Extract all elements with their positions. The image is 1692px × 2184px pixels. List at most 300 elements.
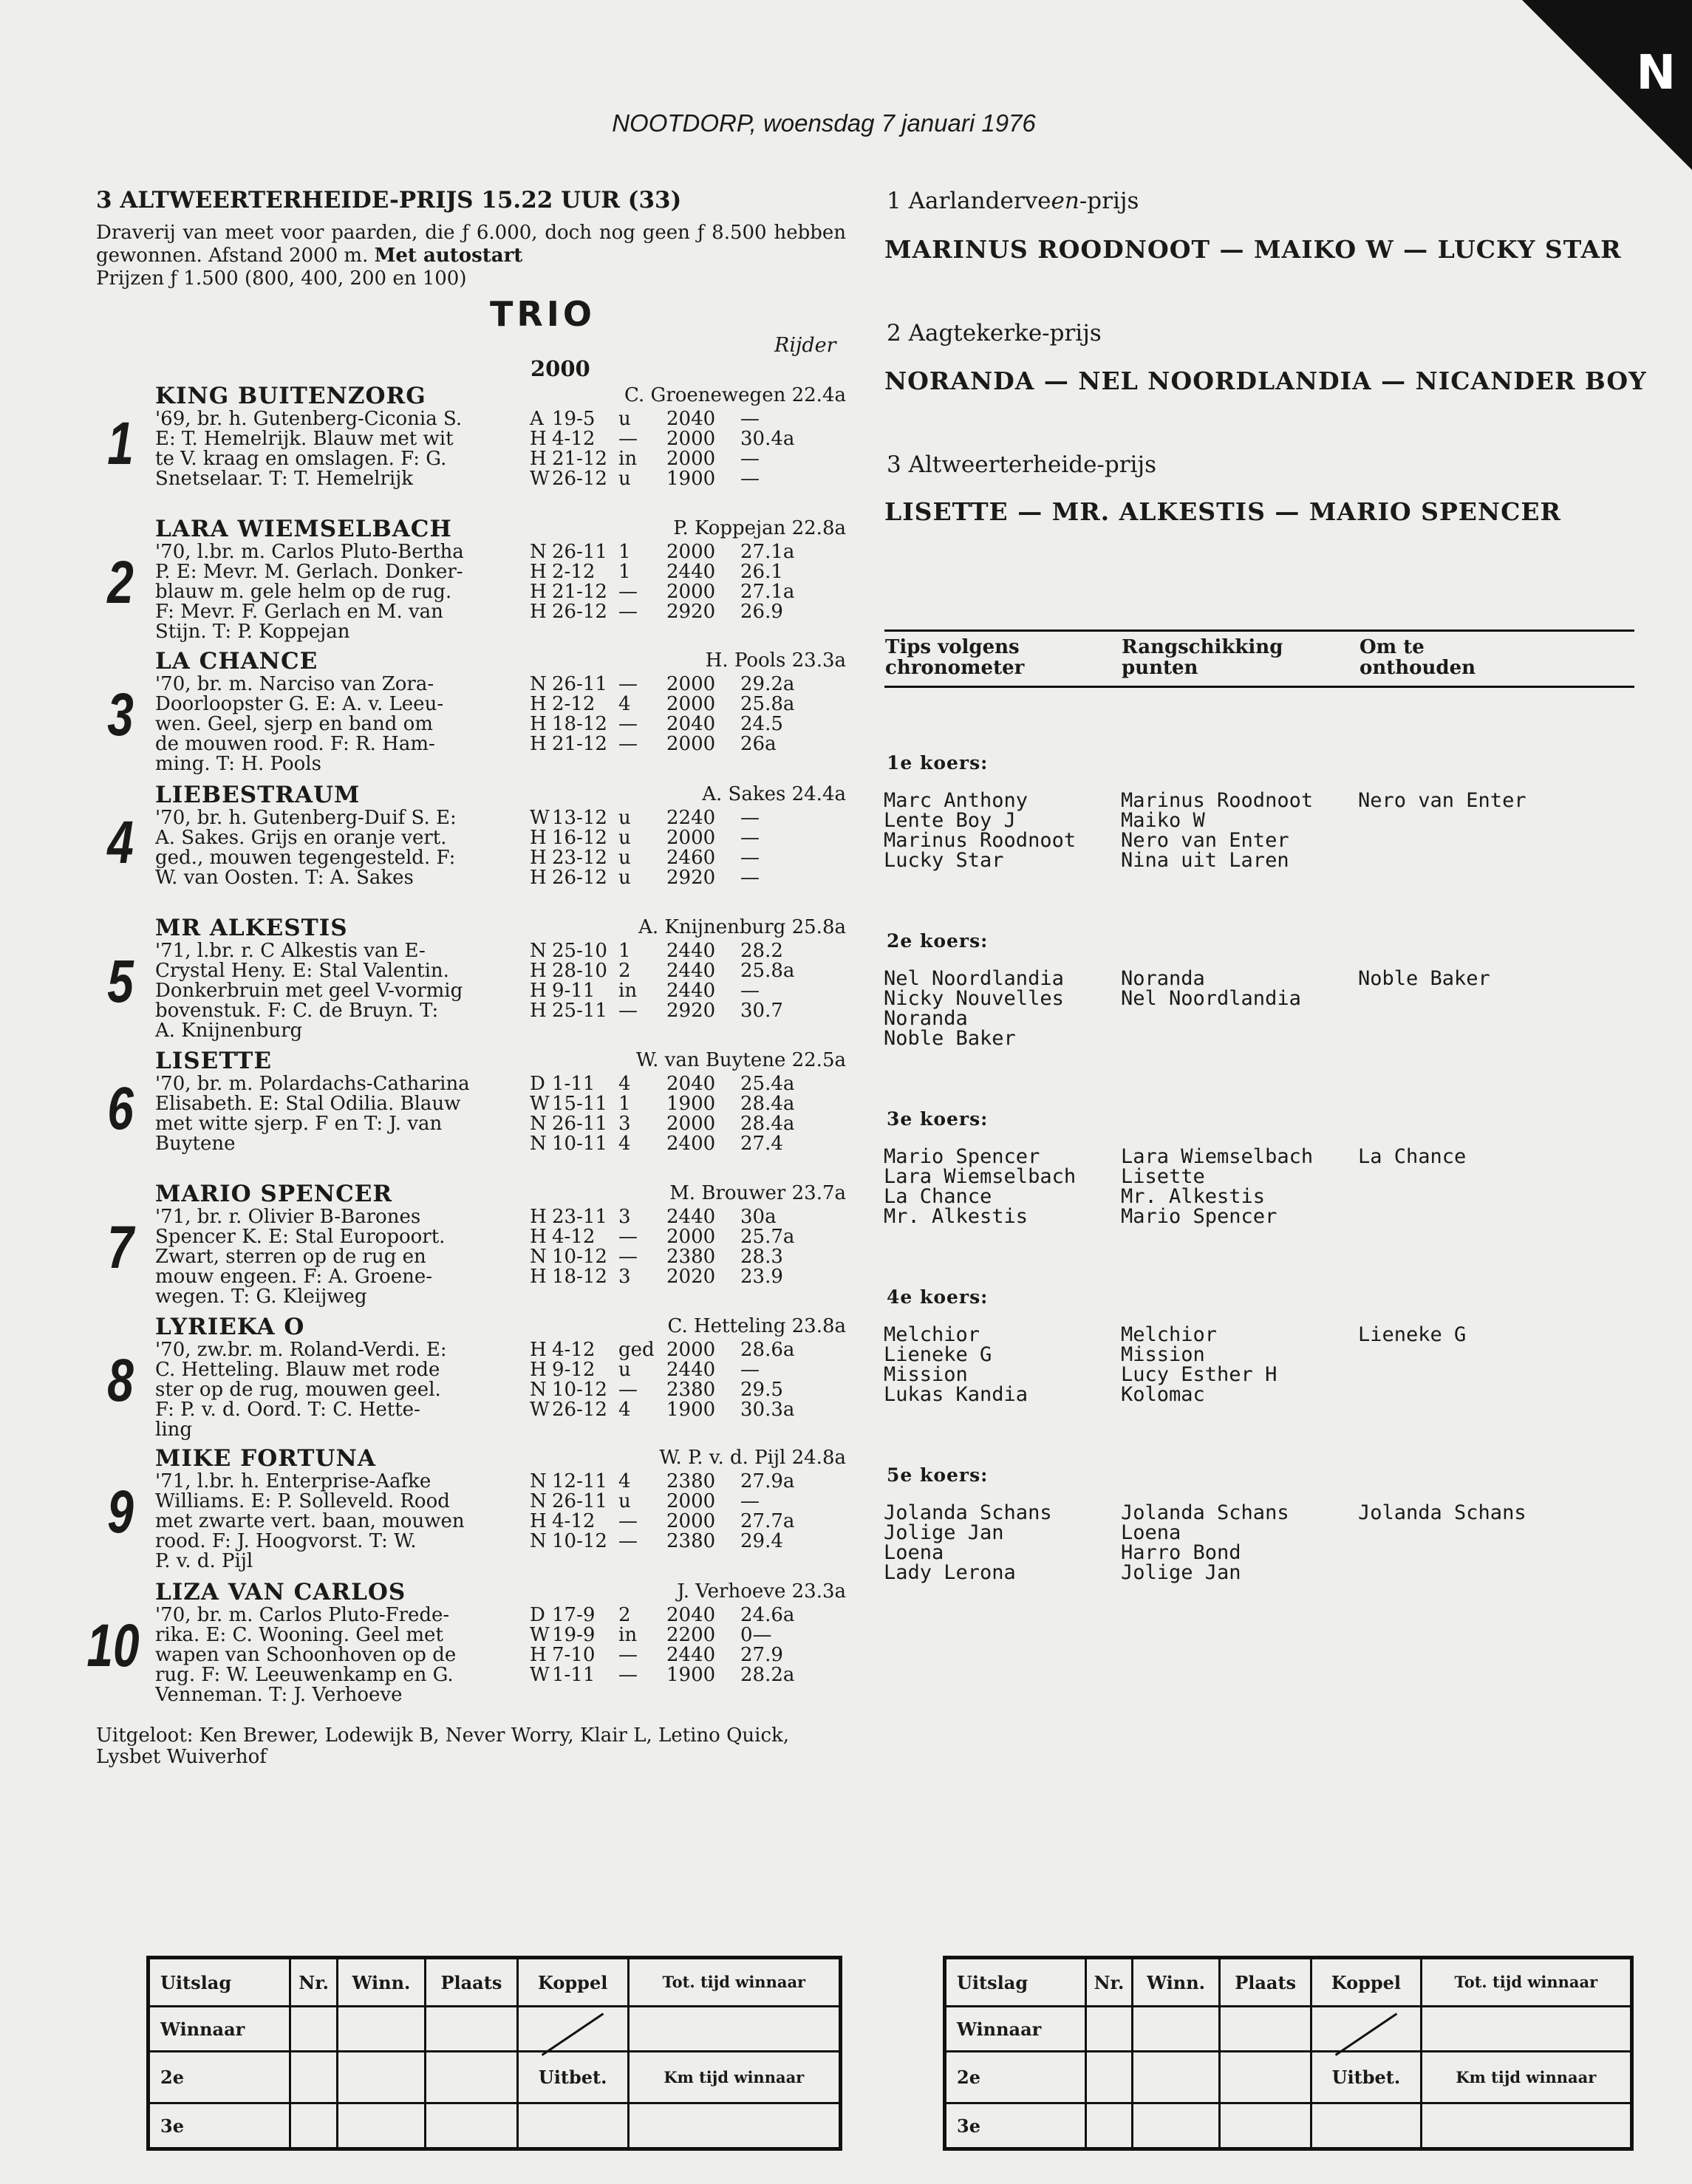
form-line bbox=[530, 961, 807, 981]
form-cell: 25-10 bbox=[552, 940, 607, 962]
3e-plaats-cell[interactable] bbox=[1220, 2103, 1311, 2149]
description-line: te V. kraag en omslagen. F: G. bbox=[155, 449, 447, 469]
description-line: E: T. Hemelrijk. Blauw met wit bbox=[155, 429, 454, 449]
form-cell: 2440 bbox=[666, 960, 716, 982]
tip-name: Lieneke G bbox=[884, 1343, 992, 1366]
form-cell: 23-12 bbox=[552, 847, 607, 869]
form-cell: H bbox=[530, 1266, 547, 1288]
description-line: '70, br. m. Polardachs-Catharina bbox=[155, 1074, 470, 1094]
form-cell: in bbox=[618, 980, 638, 1002]
form-cell: H bbox=[530, 1000, 547, 1022]
pick-result-1: MARINUS ROODNOOT — MAIKO W — LUCKY STAR bbox=[884, 235, 1622, 264]
form-line bbox=[530, 1340, 807, 1360]
form-cell: H bbox=[530, 980, 547, 1002]
tip-name: Jolanda Schans bbox=[884, 1501, 1052, 1524]
form-cell: ged bbox=[618, 1339, 655, 1361]
form-line bbox=[530, 1625, 807, 1645]
tip-name: Nel Noordlandia bbox=[884, 967, 1064, 990]
form-line bbox=[530, 808, 807, 828]
3e-winn-cell[interactable] bbox=[337, 2103, 425, 2149]
form-cell: 19-9 bbox=[552, 1624, 596, 1646]
form-cell: 27.4 bbox=[740, 1133, 783, 1155]
post-number: 9 bbox=[107, 1478, 134, 1546]
3e-uitbet-cell[interactable] bbox=[517, 2103, 628, 2149]
2e-nr-cell[interactable] bbox=[1085, 2052, 1132, 2103]
winnaar-tijd-cell[interactable] bbox=[1421, 2007, 1631, 2052]
tip-name: Jolanda Schans bbox=[1121, 1501, 1289, 1524]
race-desc-text: Draverij van meet voor paarden, die ƒ 6.000, doch nog geen ƒ 8.500 hebben gewonnen. Afstand 2000 m. bbox=[96, 222, 846, 267]
row-winnaar: Winnaar bbox=[945, 2007, 1086, 2052]
description-line: Buytene bbox=[155, 1134, 236, 1154]
form-cell: 18-12 bbox=[552, 713, 607, 735]
form-cell: 2040 bbox=[666, 713, 716, 735]
description-line: F: P. v. d. Oord. T: C. Hette- bbox=[155, 1400, 420, 1420]
3e-nr-cell[interactable] bbox=[1085, 2103, 1132, 2149]
form-cell: 2000 bbox=[666, 827, 716, 849]
form-cell: 24.6a bbox=[740, 1604, 795, 1626]
description-line: rood. F: J. Hoogvorst. T: W. bbox=[155, 1532, 417, 1552]
form-cell: 4-12 bbox=[552, 1226, 596, 1248]
horse-name: LARA WIEMSELBACH bbox=[155, 516, 452, 542]
race-heading: 3 ALTWEERTERHEIDE-PRIJS 15.22 UUR (33) bbox=[96, 187, 682, 214]
form-cell: H bbox=[530, 561, 547, 583]
form-cell: 1 bbox=[618, 541, 631, 563]
form-cell: 1 bbox=[618, 1093, 631, 1115]
form-cell: H bbox=[530, 827, 547, 849]
form-line bbox=[530, 848, 807, 868]
2e-plaats-cell[interactable] bbox=[425, 2052, 517, 2103]
form-cell: — bbox=[618, 733, 638, 755]
form-cell: 10-11 bbox=[552, 1133, 607, 1155]
koers-column bbox=[1121, 1147, 1313, 1226]
description-line: '70, br. m. Narciso van Zora- bbox=[155, 675, 434, 695]
koers-column bbox=[1358, 1325, 1466, 1345]
form-cell: u bbox=[618, 847, 631, 869]
koers-label: 4e koers: bbox=[887, 1286, 989, 1308]
form-cell: 2 bbox=[618, 1604, 631, 1626]
form-line bbox=[530, 941, 807, 961]
form-cell: 2000 bbox=[666, 693, 716, 715]
tip-name: Melchior bbox=[1121, 1323, 1218, 1346]
description-line: ling bbox=[155, 1420, 193, 1440]
form-cell: 12-11 bbox=[552, 1470, 607, 1492]
description-line: Crystal Heny. E: Stal Valentin. bbox=[155, 961, 449, 981]
horse-description bbox=[155, 1074, 528, 1154]
form-cell: H bbox=[530, 1339, 547, 1361]
form-cell: — bbox=[618, 713, 638, 735]
horse-description bbox=[155, 1605, 528, 1705]
form-cell: H bbox=[530, 601, 547, 623]
form-lines bbox=[530, 1207, 807, 1287]
form-cell: N bbox=[530, 1379, 547, 1401]
post-number: 4 bbox=[107, 809, 134, 876]
horse-driver: M. Brouwer 23.7a bbox=[669, 1182, 846, 1204]
description-line: A. Sakes. Grijs en oranje vert. bbox=[155, 828, 447, 848]
tip-name: Lady Lerona bbox=[884, 1561, 1016, 1584]
description-line: rug. F: W. Leeuwenkamp en G. bbox=[155, 1665, 454, 1685]
3e-km-cell[interactable] bbox=[628, 2103, 840, 2149]
horse-driver: J. Verhoeve 23.3a bbox=[677, 1580, 846, 1603]
koers-column bbox=[884, 1325, 1028, 1405]
form-line bbox=[530, 675, 807, 695]
horse-driver: P. Koppejan 22.8a bbox=[673, 517, 846, 539]
tip-name: Nero van Enter bbox=[1121, 829, 1289, 852]
form-cell: 16-12 bbox=[552, 827, 607, 849]
form-cell: 4-12 bbox=[552, 1510, 596, 1532]
form-cell: 29.4 bbox=[740, 1530, 783, 1552]
pick-title-1: 1 Aarlanderveen-prijs bbox=[887, 188, 1139, 214]
form-cell: H bbox=[530, 713, 547, 735]
form-cell: — bbox=[618, 1226, 638, 1248]
horse-driver: A. Sakes 24.4a bbox=[702, 783, 846, 805]
form-cell: 19-5 bbox=[552, 408, 596, 430]
form-cell: — bbox=[740, 847, 760, 869]
corner-letter: N bbox=[1636, 46, 1676, 100]
form-cell: 1-11 bbox=[552, 1664, 596, 1686]
form-line bbox=[530, 1114, 807, 1134]
tip-name: La Chance bbox=[884, 1185, 992, 1208]
form-cell: — bbox=[618, 1379, 638, 1401]
form-cell: 2920 bbox=[666, 867, 716, 889]
horse-name: LIEBESTRAUM bbox=[155, 782, 361, 808]
description-line: Stijn. T: P. Koppejan bbox=[155, 622, 350, 642]
3e-nr-cell[interactable] bbox=[290, 2103, 338, 2149]
winnaar-nr-cell[interactable] bbox=[290, 2007, 338, 2052]
form-cell: 2020 bbox=[666, 1266, 716, 1288]
description-line: W. van Oosten. T: A. Sakes bbox=[155, 868, 414, 888]
form-cell: 2380 bbox=[666, 1246, 716, 1268]
description-line: '71, l.br. r. C Alkestis van E- bbox=[155, 941, 426, 961]
form-cell: H bbox=[530, 1206, 547, 1228]
form-cell: 2440 bbox=[666, 1359, 716, 1381]
form-line bbox=[530, 1532, 807, 1552]
form-cell: 21-12 bbox=[552, 448, 607, 470]
form-line bbox=[530, 542, 807, 562]
form-cell: 9-11 bbox=[552, 980, 596, 1002]
form-cell: 27.9a bbox=[740, 1470, 795, 1492]
form-cell: — bbox=[618, 428, 638, 450]
form-cell: N bbox=[530, 940, 547, 962]
form-line bbox=[530, 1207, 807, 1227]
slash-mark bbox=[542, 2013, 604, 2055]
description-line: P. v. d. Pijl bbox=[155, 1552, 253, 1572]
koers-column bbox=[884, 791, 1076, 870]
form-cell: 2000 bbox=[666, 1339, 716, 1361]
form-cell: 2440 bbox=[666, 980, 716, 1002]
form-cell: H bbox=[530, 428, 547, 450]
post-number: 2 bbox=[107, 549, 134, 616]
form-line bbox=[530, 469, 807, 489]
form-cell: 2440 bbox=[666, 940, 716, 962]
form-cell: H bbox=[530, 1226, 547, 1248]
tip-name: Jolige Jan bbox=[1121, 1561, 1241, 1584]
horse-description bbox=[155, 675, 528, 774]
koers-label: 3e koers: bbox=[887, 1108, 989, 1130]
form-cell: 2000 bbox=[666, 673, 716, 695]
winnaar-nr-cell[interactable] bbox=[1085, 2007, 1132, 2052]
form-cell: 2000 bbox=[666, 428, 716, 450]
form-line bbox=[530, 449, 807, 469]
form-cell: — bbox=[740, 1359, 760, 1381]
form-line bbox=[530, 1247, 807, 1267]
description-line: '70, l.br. m. Carlos Pluto-Bertha bbox=[155, 542, 464, 562]
score-table-right bbox=[943, 1956, 1634, 2151]
form-cell: N bbox=[530, 1490, 547, 1512]
slash-mark bbox=[1335, 2013, 1398, 2055]
description-line: '70, br. m. Carlos Pluto-Frede- bbox=[155, 1605, 450, 1625]
description-line: F: Mevr. F. Gerlach en M. van bbox=[155, 602, 443, 622]
form-cell: 25.8a bbox=[740, 960, 795, 982]
tip-name: Noble Baker bbox=[1358, 967, 1490, 990]
form-cell: — bbox=[740, 468, 760, 490]
race-prizes: Prijzen ƒ 1.500 (800, 400, 200 en 100) bbox=[96, 267, 467, 290]
form-cell: 15-11 bbox=[552, 1093, 607, 1115]
tip-name: Kolomac bbox=[1121, 1383, 1205, 1406]
form-cell: 26-11 bbox=[552, 673, 607, 695]
row-winnaar: Winnaar bbox=[149, 2007, 290, 2052]
pick-result-3: LISETTE — MR. ALKESTIS — MARIO SPENCER bbox=[884, 497, 1561, 526]
form-cell: 2000 bbox=[666, 1490, 716, 1512]
form-cell: — bbox=[618, 1510, 638, 1532]
km-tijd-label: Km tijd winnaar bbox=[628, 2052, 840, 2103]
post-number: 6 bbox=[107, 1075, 134, 1142]
col-winn: Winn. bbox=[337, 1958, 425, 2007]
description-line: ster op de rug, mouwen geel. bbox=[155, 1380, 441, 1400]
form-line bbox=[530, 1134, 807, 1154]
form-cell: 28-10 bbox=[552, 960, 607, 982]
3e-uitbet-cell[interactable] bbox=[1311, 2103, 1422, 2149]
form-cell: 2400 bbox=[666, 1133, 716, 1155]
description-line: Doorloopster G. E: A. v. Leeu- bbox=[155, 695, 444, 714]
tip-name: Jolanda Schans bbox=[1358, 1501, 1526, 1524]
tip-name: Mission bbox=[884, 1363, 968, 1386]
form-cell: u bbox=[618, 807, 631, 829]
horse-description bbox=[155, 808, 528, 888]
description-line: rika. E: C. Wooning. Geel met bbox=[155, 1625, 443, 1645]
form-cell: 25.4a bbox=[740, 1073, 795, 1095]
3e-winn-cell[interactable] bbox=[1132, 2103, 1219, 2149]
form-cell: 4 bbox=[618, 693, 631, 715]
form-cell: 10-12 bbox=[552, 1530, 607, 1552]
form-cell: 23.9 bbox=[740, 1266, 783, 1288]
form-cell: 1900 bbox=[666, 1399, 716, 1421]
form-cell: 26-12 bbox=[552, 1399, 607, 1421]
form-lines bbox=[530, 1340, 807, 1420]
horse-driver: W. van Buytene 22.5a bbox=[635, 1049, 846, 1071]
tips-header-chronometer: Tips volgens chronometer bbox=[885, 636, 1025, 679]
2e-nr-cell[interactable] bbox=[290, 2052, 338, 2103]
form-lines bbox=[530, 409, 807, 489]
form-cell: 30a bbox=[740, 1206, 777, 1228]
form-line bbox=[530, 1267, 807, 1287]
form-cell: — bbox=[618, 1530, 638, 1552]
3e-km-cell[interactable] bbox=[1421, 2103, 1631, 2149]
pick-title-3: 3 Altweerterheide-prijs bbox=[887, 451, 1156, 478]
tip-name: Marinus Roodnoot bbox=[1121, 789, 1314, 812]
form-cell: u bbox=[618, 1490, 631, 1512]
form-cell: W bbox=[530, 1664, 550, 1686]
koers-label: 5e koers: bbox=[887, 1464, 989, 1486]
2e-winn-cell[interactable] bbox=[1132, 2052, 1219, 2103]
form-cell: 25-11 bbox=[552, 1000, 607, 1022]
form-cell: 1 bbox=[618, 940, 631, 962]
col-plaats: Plaats bbox=[425, 1958, 517, 2007]
winnaar-winn-cell[interactable] bbox=[337, 2007, 425, 2052]
winnaar-winn-cell[interactable] bbox=[1132, 2007, 1219, 2052]
form-cell: 26a bbox=[740, 733, 777, 755]
tip-name: Lucy Esther H bbox=[1121, 1363, 1277, 1386]
col-tot-tijd: Tot. tijd winnaar bbox=[628, 1958, 840, 2007]
description-line: met witte sjerp. F en T: J. van bbox=[155, 1114, 443, 1134]
3e-plaats-cell[interactable] bbox=[425, 2103, 517, 2149]
form-cell: 1 bbox=[618, 561, 631, 583]
form-line bbox=[530, 1400, 807, 1420]
form-cell: 30.3a bbox=[740, 1399, 795, 1421]
tip-name: Nero van Enter bbox=[1358, 789, 1526, 812]
form-line bbox=[530, 981, 807, 1001]
form-line bbox=[530, 409, 807, 429]
form-cell: 28.2 bbox=[740, 940, 783, 962]
form-cell: 2380 bbox=[666, 1530, 716, 1552]
form-cell: 1-11 bbox=[552, 1073, 596, 1095]
tip-name: Loena bbox=[1121, 1521, 1181, 1544]
winnaar-tijd-cell[interactable] bbox=[628, 2007, 840, 2052]
tip-name: Mr. Alkestis bbox=[884, 1205, 1028, 1228]
2e-winn-cell[interactable] bbox=[337, 2052, 425, 2103]
race-desc-autostart: Met autostart bbox=[374, 245, 523, 267]
form-cell: — bbox=[618, 1246, 638, 1268]
form-line bbox=[530, 1512, 807, 1532]
horse-description bbox=[155, 941, 528, 1041]
form-cell: H bbox=[530, 1359, 547, 1381]
form-cell: 13-12 bbox=[552, 807, 607, 829]
form-cell: 4 bbox=[618, 1133, 631, 1155]
tip-name: Mario Spencer bbox=[884, 1145, 1040, 1168]
form-cell: 4-12 bbox=[552, 428, 596, 450]
form-cell: N bbox=[530, 673, 547, 695]
tip-name: Harro Bond bbox=[1121, 1541, 1241, 1564]
tip-name: Mario Spencer bbox=[1121, 1205, 1277, 1228]
form-cell: 26-11 bbox=[552, 1113, 607, 1135]
form-cell: 26.1 bbox=[740, 561, 783, 583]
form-cell: 27.1a bbox=[740, 581, 795, 603]
col-winn: Winn. bbox=[1132, 1958, 1219, 2007]
col-tot-tijd: Tot. tijd winnaar bbox=[1421, 1958, 1631, 2007]
form-line bbox=[530, 1360, 807, 1380]
form-cell: 7-10 bbox=[552, 1644, 596, 1666]
page-header: NOOTDORP, woensdag 7 januari 1976 bbox=[612, 109, 1036, 137]
form-cell: N bbox=[530, 1470, 547, 1492]
form-cell: 28.3 bbox=[740, 1246, 783, 1268]
race-description bbox=[96, 222, 846, 290]
form-line bbox=[530, 1094, 807, 1114]
horse-driver: C. Groenewegen 22.4a bbox=[624, 384, 846, 406]
koers-column bbox=[1358, 1147, 1466, 1167]
description-line: Williams. E: P. Solleveld. Rood bbox=[155, 1492, 450, 1512]
winnaar-plaats-cell[interactable] bbox=[1220, 2007, 1311, 2052]
form-cell: u bbox=[618, 827, 631, 849]
2e-plaats-cell[interactable] bbox=[1220, 2052, 1311, 2103]
tip-name: Lieneke G bbox=[1358, 1323, 1467, 1346]
description-line: mouw engeen. F: A. Groene- bbox=[155, 1267, 432, 1287]
form-cell: N bbox=[530, 1113, 547, 1135]
koers-label: 2e koers: bbox=[887, 930, 989, 952]
form-cell: H bbox=[530, 693, 547, 715]
horse-name: LIZA VAN CARLOS bbox=[155, 1579, 406, 1605]
description-line: '70, br. h. Gutenberg-Duif S. E: bbox=[155, 808, 457, 828]
form-line bbox=[530, 1074, 807, 1094]
form-lines bbox=[530, 542, 807, 622]
description-line: met zwarte vert. baan, mouwen bbox=[155, 1512, 465, 1532]
koers-column bbox=[884, 969, 1064, 1048]
form-cell: in bbox=[618, 1624, 638, 1646]
form-cell: 2440 bbox=[666, 1206, 716, 1228]
tip-name: Marinus Roodnoot bbox=[884, 829, 1077, 852]
koers-column bbox=[1121, 1325, 1277, 1405]
form-lines bbox=[530, 1605, 807, 1685]
description-line: blauw m. gele helm op de rug. bbox=[155, 582, 452, 602]
form-cell: 2380 bbox=[666, 1379, 716, 1401]
horse-driver: A. Knijnenburg 25.8a bbox=[638, 916, 846, 938]
form-cell: 21-12 bbox=[552, 733, 607, 755]
tip-name: Loena bbox=[884, 1541, 944, 1564]
description-line: wen. Geel, sjerp en band om bbox=[155, 714, 433, 734]
form-cell: 26-11 bbox=[552, 1490, 607, 1512]
form-line bbox=[530, 582, 807, 602]
form-lines bbox=[530, 941, 807, 1021]
description-line: '70, zw.br. m. Roland-Verdi. E: bbox=[155, 1340, 447, 1360]
horse-description bbox=[155, 409, 528, 489]
koers-column bbox=[1121, 1503, 1289, 1583]
tip-name: Nicky Nouvelles bbox=[884, 987, 1064, 1010]
form-cell: N bbox=[530, 1530, 547, 1552]
form-cell: D bbox=[530, 1073, 545, 1095]
form-cell: N bbox=[530, 1133, 547, 1155]
form-cell: 28.4a bbox=[740, 1093, 795, 1115]
form-lines bbox=[530, 675, 807, 754]
form-cell: 27.9 bbox=[740, 1644, 783, 1666]
koers-column bbox=[884, 1147, 1076, 1226]
row-2e: 2e bbox=[149, 2052, 290, 2103]
row-3e: 3e bbox=[945, 2103, 1086, 2149]
col-nr: Nr. bbox=[1085, 1958, 1132, 2007]
form-cell: 1900 bbox=[666, 1093, 716, 1115]
tips-top-rule bbox=[884, 629, 1634, 632]
horse-driver: H. Pools 23.3a bbox=[705, 649, 846, 672]
description-line: Donkerbruin met geel V-vormig bbox=[155, 981, 463, 1001]
form-cell: H bbox=[530, 581, 547, 603]
form-line bbox=[530, 868, 807, 888]
form-lines bbox=[530, 1472, 807, 1552]
form-cell: 4 bbox=[618, 1470, 631, 1492]
form-cell: — bbox=[618, 673, 638, 695]
tip-name: Lente Boy J bbox=[884, 809, 1016, 832]
trio-label: TRIO bbox=[490, 294, 596, 334]
form-cell: 27.7a bbox=[740, 1510, 795, 1532]
form-cell: 2000 bbox=[666, 448, 716, 470]
form-line bbox=[530, 1665, 807, 1685]
form-cell: 3 bbox=[618, 1206, 631, 1228]
form-cell: 2000 bbox=[666, 1510, 716, 1532]
winnaar-plaats-cell[interactable] bbox=[425, 2007, 517, 2052]
tip-name: Nel Noordlandia bbox=[1121, 987, 1301, 1010]
tip-name: Lucky Star bbox=[884, 849, 1004, 872]
form-line bbox=[530, 734, 807, 754]
form-cell: W bbox=[530, 807, 550, 829]
form-cell: u bbox=[618, 1359, 631, 1381]
form-cell: 2040 bbox=[666, 1604, 716, 1626]
form-cell: 2240 bbox=[666, 807, 716, 829]
